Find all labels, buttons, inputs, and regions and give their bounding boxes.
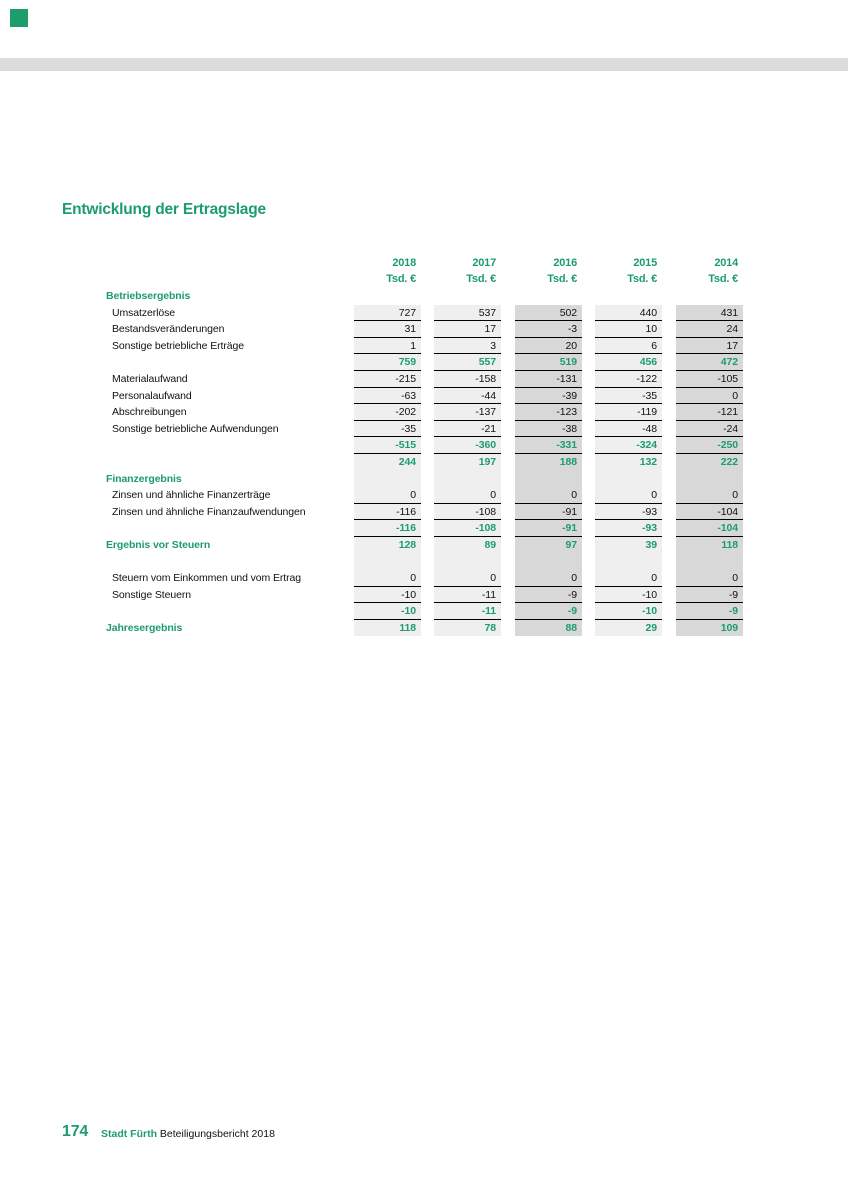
subtotal-cell: -331 [515,437,582,454]
row-label: Jahresergebnis [106,621,183,634]
income-statement-table [0,288,848,636]
unit-label: Tsd. € [547,273,577,285]
value-cell: -121 [676,404,743,421]
value-cell: 10 [595,321,662,338]
table-row [0,371,848,388]
value-cell: -104 [676,504,743,521]
table-row [0,338,848,355]
value-cell: -202 [354,404,421,421]
table-row-subtotal [0,354,848,371]
result-cell: 132 [595,454,662,471]
subtotal-cell: 456 [595,354,662,371]
subtotal-cell: 759 [354,354,421,371]
table-row [0,404,848,421]
value-cell: -10 [354,587,421,604]
value-cell: 0 [676,487,743,504]
value-cell: -38 [515,421,582,438]
unit-label: Tsd. € [708,273,738,285]
subtotal-cell: -250 [676,437,743,454]
value-cell: -105 [676,371,743,388]
table-row [0,504,848,521]
value-cell: 24 [676,321,743,338]
result-cell: 118 [354,620,421,637]
table-row [0,587,848,604]
value-cell: 0 [515,487,582,504]
value-cell: 0 [676,388,743,405]
table-row-section [0,288,848,305]
table-row [0,305,848,322]
value-cell: -123 [515,404,582,421]
value-cell: -48 [595,421,662,438]
value-cell: -9 [515,587,582,604]
result-cell: 197 [434,454,501,471]
value-cell: 0 [515,570,582,587]
table-row-result [0,454,848,471]
page-number: 174 [62,1123,89,1140]
value-cell [515,554,582,571]
value-cell: -10 [595,587,662,604]
subtotal-cell: -9 [515,603,582,620]
year-column-header: 2014 [714,257,738,269]
year-column-header: 2016 [553,257,577,269]
value-cell: -137 [434,404,501,421]
subtotal-cell: -515 [354,437,421,454]
table-row [0,570,848,587]
value-cell: 0 [354,487,421,504]
value-cell: 502 [515,305,582,322]
value-cell: 17 [676,338,743,355]
subtotal-cell: -324 [595,437,662,454]
subtotal-cell: -104 [676,520,743,537]
unit-header-row [0,271,848,287]
value-cell: -35 [595,388,662,405]
value-cell: 0 [354,570,421,587]
result-cell: 244 [354,454,421,471]
result-cell: 109 [676,620,743,637]
subtotal-cell: -108 [434,520,501,537]
value-cell: -116 [354,504,421,521]
row-label: Abschreibungen [112,406,187,419]
value-cell [676,554,743,571]
subtotal-cell: -116 [354,520,421,537]
value-cell [354,554,421,571]
value-cell: -108 [434,504,501,521]
footer-brand: Stadt Fürth [101,1128,157,1140]
table-row [0,487,848,504]
value-cell: 0 [676,570,743,587]
row-label: Ergebnis vor Steuern [106,538,211,551]
row-label: Sonstige betriebliche Aufwendungen [112,422,279,435]
value-cell: 440 [595,305,662,322]
value-cell: 1 [354,338,421,355]
value-cell [595,471,662,488]
value-cell [595,554,662,571]
value-cell: -39 [515,388,582,405]
row-label: Finanzergebnis [106,472,182,485]
unit-label: Tsd. € [466,273,496,285]
result-cell: 188 [515,454,582,471]
corner-accent-square [10,9,28,27]
value-cell: -11 [434,587,501,604]
unit-label: Tsd. € [627,273,657,285]
row-label: Sonstige Steuern [112,588,191,601]
result-cell: 88 [515,620,582,637]
page-title: Entwicklung der Ertragslage [62,201,266,218]
value-cell: -63 [354,388,421,405]
subtotal-cell: -10 [595,603,662,620]
row-label: Zinsen und ähnliche Finanzerträge [112,489,271,502]
footer [101,1128,275,1140]
value-cell: -91 [515,504,582,521]
value-cell: -119 [595,404,662,421]
value-cell: 31 [354,321,421,338]
unit-label: Tsd. € [386,273,416,285]
value-cell: -131 [515,371,582,388]
row-label: Bestandsveränderungen [112,323,225,336]
value-cell [676,471,743,488]
result-cell: 89 [434,537,501,554]
value-cell: 6 [595,338,662,355]
value-cell: -122 [595,371,662,388]
row-label: Personalaufwand [112,389,192,402]
value-cell: 0 [434,570,501,587]
subtotal-cell: 472 [676,354,743,371]
subtotal-cell: -91 [515,520,582,537]
row-label: Steuern vom Einkommen und vom Ertrag [112,572,301,585]
year-column-header: 2015 [633,257,657,269]
result-cell: 128 [354,537,421,554]
subtotal-cell: -360 [434,437,501,454]
value-cell: -215 [354,371,421,388]
table-row [0,388,848,405]
subtotal-cell: -93 [595,520,662,537]
footer-report-title: Beteiligungsbericht 2018 [159,1128,275,1140]
table-row-subtotal [0,437,848,454]
table-row-subtotal [0,520,848,537]
top-gray-bar [0,58,848,71]
value-cell: -44 [434,388,501,405]
value-cell: -35 [354,421,421,438]
year-column-header: 2018 [392,257,416,269]
value-cell: 727 [354,305,421,322]
value-cell: 0 [595,570,662,587]
value-cell: 537 [434,305,501,322]
result-cell: 39 [595,537,662,554]
value-cell: 0 [434,487,501,504]
value-cell: -3 [515,321,582,338]
value-cell [515,471,582,488]
value-cell: -93 [595,504,662,521]
value-cell: 431 [676,305,743,322]
value-cell [354,471,421,488]
row-label: Materialaufwand [112,372,188,385]
result-cell: 118 [676,537,743,554]
value-cell: -24 [676,421,743,438]
subtotal-cell: -11 [434,603,501,620]
result-cell: 97 [515,537,582,554]
result-cell: 78 [434,620,501,637]
result-cell: 222 [676,454,743,471]
value-cell [434,471,501,488]
value-cell: -21 [434,421,501,438]
table-row [0,421,848,438]
value-cell: -9 [676,587,743,604]
subtotal-cell: 519 [515,354,582,371]
value-cell: 17 [434,321,501,338]
table-row-spacer [0,554,848,571]
value-cell [434,554,501,571]
subtotal-cell: -9 [676,603,743,620]
year-header-row [0,255,848,271]
value-cell: 20 [515,338,582,355]
row-label: Zinsen und ähnliche Finanzaufwendungen [112,505,306,518]
value-cell: 3 [434,338,501,355]
row-label: Umsatzerlöse [112,306,175,319]
table-row-subtotal [0,603,848,620]
table-row [0,321,848,338]
table-row-result [0,537,848,554]
year-column-header: 2017 [472,257,496,269]
table-row-section [0,471,848,488]
table-row-result [0,620,848,637]
subtotal-cell: -10 [354,603,421,620]
value-cell: 0 [595,487,662,504]
row-label: Betriebsergebnis [106,290,191,302]
row-label: Sonstige betriebliche Erträge [112,339,244,352]
value-cell: -158 [434,371,501,388]
subtotal-cell: 557 [434,354,501,371]
result-cell: 29 [595,620,662,637]
